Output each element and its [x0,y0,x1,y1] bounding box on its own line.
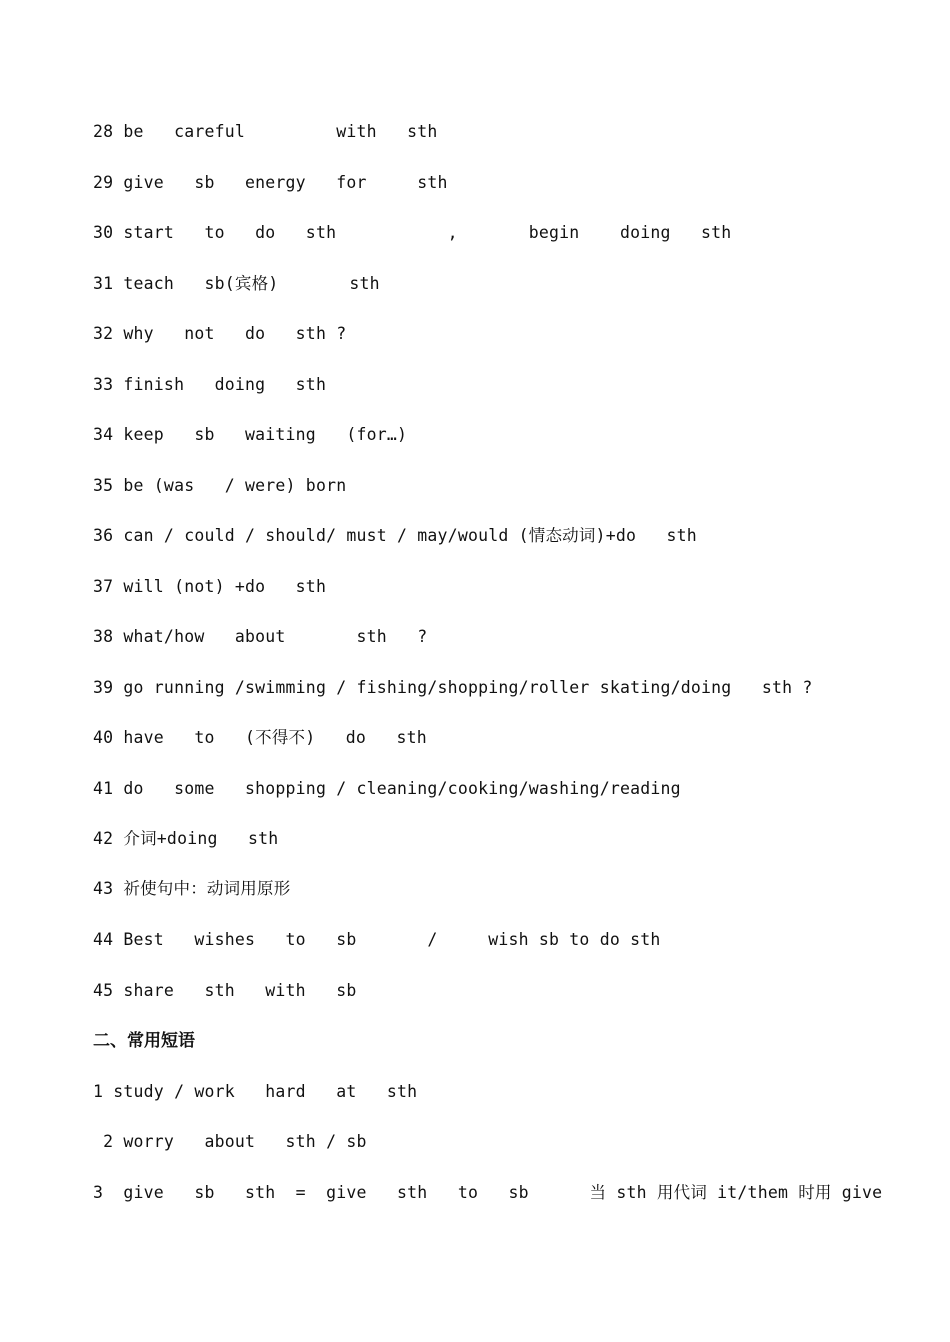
phrase-line-33: 33 finish doing sth [93,375,327,394]
phrase-line-37: 37 will (not) +do sth [93,577,327,596]
phrase-line-31: 31 teach sb(宾格) sth [93,274,380,293]
phrase-line-38: 38 what/how about sth ? [93,627,428,646]
section-heading: 二、常用短语 [93,1031,195,1051]
phrase-line-30: 30 start to do sth , begin doing sth [93,223,732,242]
phrase-line-40: 40 have to (不得不) do sth [93,728,427,747]
common-phrase-line-1: 1 study / work hard at sth [93,1082,418,1101]
phrase-line-32: 32 why not do sth ? [93,324,347,343]
phrase-line-29: 29 give sb energy for sth [93,173,448,192]
phrase-line-34: 34 keep sb waiting (for…) [93,425,408,444]
common-phrase-line-2: 2 worry about sth / sb [93,1132,367,1151]
phrase-line-36: 36 can / could / should/ must / may/would (情态动词)+do sth [93,526,697,545]
phrase-line-45: 45 share sth with sb [93,981,357,1000]
phrase-line-41: 41 do some shopping / cleaning/cooking/washing/reading [93,779,681,798]
phrase-line-35: 35 be (was / were) born [93,476,347,495]
phrase-line-44: 44 Best wishes to sb / wish sb to do sth [93,930,661,949]
phrase-line-39: 39 go running /swimming / fishing/shopping/roller skating/doing sth ? [93,678,813,697]
phrase-line-28: 28 be careful with sth [93,122,438,141]
common-phrase-line-3: 3 give sb sth = give sth to sb 当 sth 用代词 it/them 时用 give [93,1183,883,1202]
phrase-line-43: 43 祈使句中：动词用原形 [93,879,291,898]
phrase-line-42: 42 介词+doing sth [93,829,279,848]
